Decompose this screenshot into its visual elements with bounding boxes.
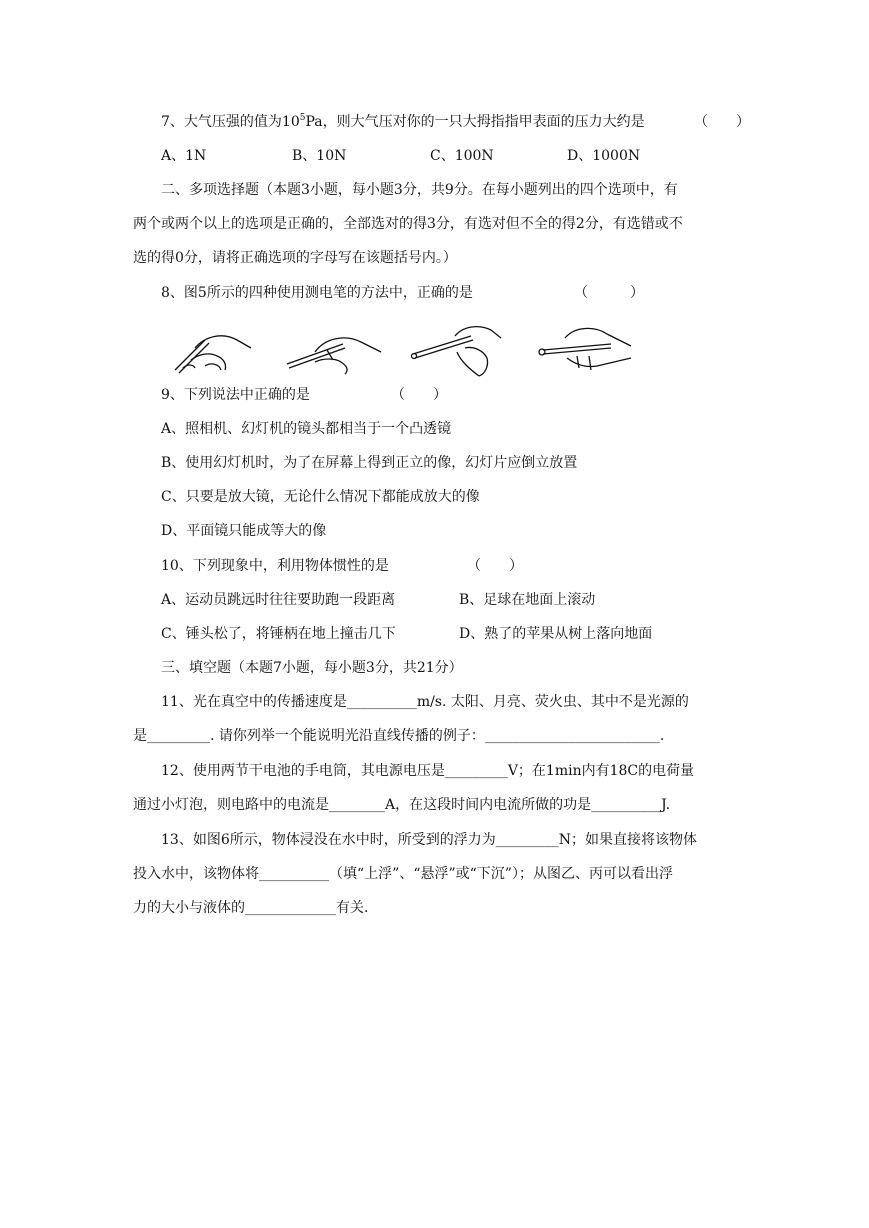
section3-heading: 三、填空题（本题7小题，每小题3分，共21分） xyxy=(161,660,463,676)
q12-line1: 12、使用两节干电池的手电筒，其电源电压是_________V；在1min内有18C的电荷量 xyxy=(161,763,695,779)
q7-option-a: A、1N xyxy=(161,148,207,164)
q8-answer-paren: （ ） xyxy=(574,285,644,301)
q7-option-b: B、10N xyxy=(292,148,347,164)
q12-line2: 通过小灯泡，则电路中的电流是________A，在这段时间内电流所做的功是__________J. xyxy=(133,797,671,813)
q11-line1: 11、光在真空中的传播速度是__________m/s. 太阳、月亮、荧火虫、其中不是光源的 xyxy=(161,694,689,710)
q10-option-b: B、足球在地面上滚动 xyxy=(459,592,596,608)
q10-option-c: C、锤头松了，将锤柄在地上撞击几下 xyxy=(161,626,396,642)
q10-option-a: A、运动员跳远时往往要助跑一段距离 xyxy=(161,592,396,608)
hand-pen-image-4 xyxy=(539,328,631,370)
q9-option-b: B、使用幻灯机时，为了在屏幕上得到正立的像，幻灯片应倒立放置 xyxy=(161,455,578,471)
q10-stem: 10、下列现象中，利用物体惯性的是 xyxy=(161,558,389,574)
q9-stem: 9、下列说法中正确的是 xyxy=(161,387,310,403)
q11-line2: 是_________. 请你列举一个能说明光沿直线传播的例子：_________________________. xyxy=(133,728,665,744)
q9-option-a: A、照相机、幻灯机的镜头都相当于一个凸透镜 xyxy=(161,421,452,437)
q10-option-d: D、熟了的苹果从树上落向地面 xyxy=(459,626,653,642)
q10-answer-paren: （ ） xyxy=(467,558,523,574)
q9-answer-paren: （ ） xyxy=(391,387,447,403)
q13-line1: 13、如图6所示，物体浸没在水中时，所受到的浮力为_________N；如果直接将该物体 xyxy=(161,832,697,848)
q7-answer-paren: （ ） xyxy=(694,114,750,130)
hand-pen-image-1 xyxy=(175,336,251,373)
hand-pen-image-2 xyxy=(287,338,381,374)
q9-option-c: C、只要是放大镜，无论什么情况下都能成放大的像 xyxy=(161,489,480,505)
q7-option-d: D、1000N xyxy=(567,148,641,164)
q9-option-d: D、平面镜只能成等大的像 xyxy=(161,523,327,539)
q7-text-a: 7、大气压强的值为10 xyxy=(161,114,300,130)
q13-line2: 投入水中，该物体将__________（填“上浮”、“悬浮”或“下沉”）；从图乙、丙可以看出浮 xyxy=(133,866,673,882)
q7-text-b: Pa，则大气压对你的一只大拇指指甲表面的压力大约是 xyxy=(305,114,645,130)
q8-stem: 8、图5所示的四种使用测电笔的方法中，正确的是 xyxy=(161,285,473,301)
q7-option-c: C、100N xyxy=(430,148,494,164)
section2-heading-line3: 选的得0分，请将正确选项的字母写在该题括号内。） xyxy=(133,250,457,266)
section2-heading-line1: 二、多项选择题（本题3小题，每小题3分，共9分。在每小题列出的四个选项中，有 xyxy=(161,182,678,198)
hand-pen-image-3 xyxy=(412,327,502,376)
test-pen-figure xyxy=(165,318,645,380)
q13-line3: 力的大小与液体的_____________有关. xyxy=(133,900,369,916)
section2-heading-line2: 两个或两个以上的选项是正确的，全部选对的得3分，有选对但不全的得2分，有选错或不 xyxy=(133,216,683,232)
q7-exponent: 5 xyxy=(299,113,306,123)
q7-stem xyxy=(161,112,645,134)
